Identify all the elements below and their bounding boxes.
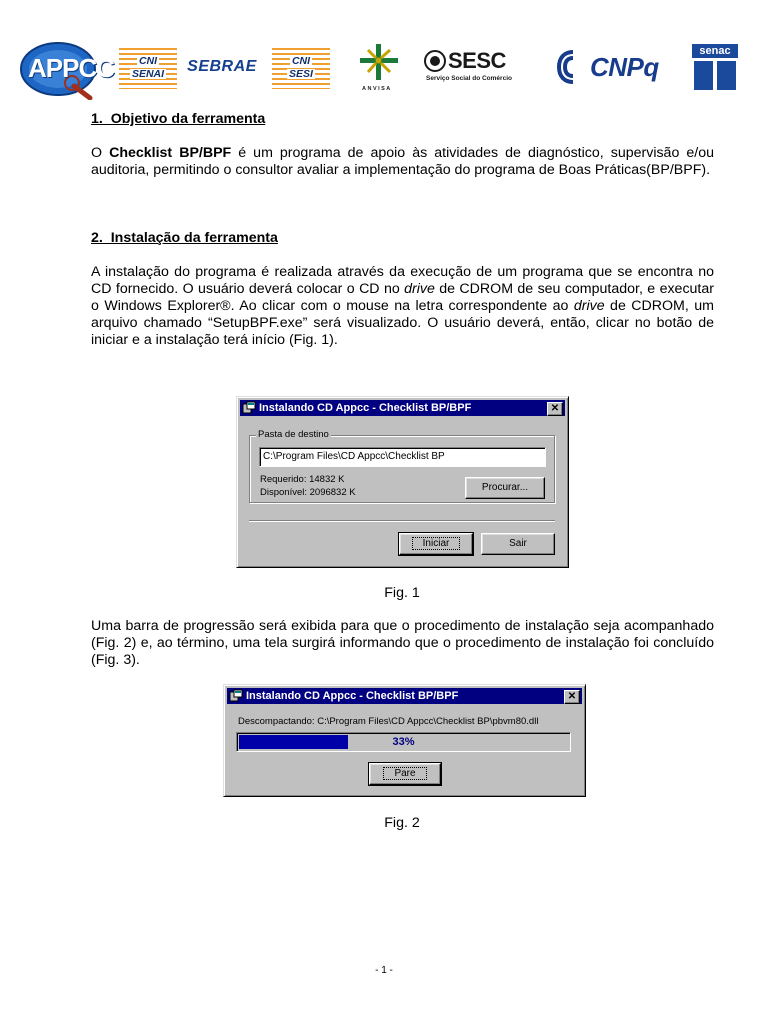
section2-italic-drive2: drive bbox=[573, 298, 605, 314]
available-space-text: Disponível: 2096832 K bbox=[260, 487, 356, 498]
appcc-logo bbox=[18, 38, 115, 100]
stop-button-label: Pare bbox=[383, 767, 426, 780]
senac-block-right bbox=[717, 61, 736, 90]
sebrae-logo bbox=[186, 42, 258, 92]
cnpq-emblem-icon bbox=[556, 50, 590, 84]
anvisa-logo-text: ANVISA bbox=[362, 86, 392, 92]
destination-folder-label: Pasta de destino bbox=[258, 429, 329, 440]
cni-sesi-line1: CNI bbox=[291, 54, 311, 67]
figure1-caption: Fig. 1 bbox=[384, 585, 420, 601]
section2-text-b: de CDROM de seu computador, e executar o Windows Explorer®. Ao clicar com o mouse na letra correspondente ao bbox=[91, 281, 714, 314]
install-dialog bbox=[236, 396, 569, 568]
stop-button[interactable] bbox=[369, 763, 441, 785]
progress-percent-label: 33% bbox=[392, 736, 415, 748]
install-progress-bar bbox=[236, 732, 571, 752]
start-button-label: Iniciar bbox=[412, 537, 461, 550]
setup-app-icon bbox=[242, 401, 256, 415]
page-number: - 1 - bbox=[375, 965, 393, 976]
section2-heading: 2. Instalação da ferramenta bbox=[91, 230, 278, 246]
cni-senai-logo bbox=[119, 45, 177, 89]
close-icon[interactable]: ✕ bbox=[547, 402, 563, 416]
required-space-text: Requerido: 14832 K bbox=[260, 474, 345, 485]
progress-dialog-titlebar[interactable] bbox=[227, 688, 582, 704]
section2-text-a: A instalação do programa é realizada através da execução de um programa que se encontra no CD fornecido. O usuário deverá colocar o CD no bbox=[91, 264, 714, 297]
install-dialog-titlebar[interactable] bbox=[240, 400, 565, 416]
sebrae-logo-text: SEBRAE bbox=[187, 58, 257, 75]
progress-dialog-title: Instalando CD Appcc - Checklist BP/BPF bbox=[246, 690, 459, 702]
anvisa-logo bbox=[350, 40, 410, 96]
browse-button[interactable]: Procurar... bbox=[465, 477, 545, 499]
section1-paragraph bbox=[91, 145, 714, 179]
senac-block-left bbox=[694, 61, 713, 90]
anvisa-emblem-icon bbox=[350, 40, 410, 84]
cni-sesi-logo bbox=[272, 45, 330, 89]
extracting-status-text: Descompactando: C:\Program Files\CD Appcc\Checklist BP\pbvm80.dll bbox=[238, 716, 539, 727]
progress-paragraph: Uma barra de progressão será exibida para que o procedimento de instalação seja acompanhado (Fig. 2) e, ao término, uma tela surgirá informando que o procedimento de instalação foi concluído (Fig. 3). bbox=[91, 618, 714, 668]
cni-sesi-line2: SESI bbox=[289, 67, 313, 80]
sesc-logo bbox=[424, 48, 548, 86]
dialog-separator bbox=[249, 520, 555, 522]
section1-heading: 1. Objetivo da ferramenta bbox=[91, 111, 266, 127]
setup-app-icon bbox=[229, 689, 243, 703]
exit-button[interactable]: Sair bbox=[481, 533, 555, 555]
sesc-emblem-icon bbox=[424, 50, 446, 72]
figure2-caption: Fig. 2 bbox=[384, 815, 420, 831]
section2-text-c: de CDROM, um arquivo chamado “SetupBPF.exe” será visualizado. O usuário deverá, então, clicar no botão de iniciar e a instalação terá início (Fig. 1). bbox=[91, 298, 714, 348]
install-dialog-title: Instalando CD Appcc - Checklist BP/BPF bbox=[259, 402, 472, 414]
start-button[interactable] bbox=[399, 533, 473, 555]
appcc-logo-text: APPCC bbox=[28, 53, 115, 83]
close-icon[interactable]: ✕ bbox=[564, 690, 580, 704]
progress-dialog bbox=[223, 684, 586, 797]
cnpq-logo bbox=[556, 48, 680, 88]
destination-folder-group bbox=[249, 429, 555, 503]
senac-logo bbox=[692, 44, 738, 92]
destination-path-input[interactable]: C:\Program Files\CD Appcc\Checklist BP bbox=[259, 447, 546, 467]
cnpq-logo-text: CNPq bbox=[590, 52, 659, 82]
section1-product-name: Checklist BP/BPF bbox=[109, 145, 232, 161]
sesc-logo-text: SESC bbox=[448, 48, 506, 73]
section1-text-rest: é um programa de apoio às atividades de diagnóstico, supervisão e/ou auditoria, permitindo o consultor avaliar a implementação do programa de Boas Práticas(BP/BPF). bbox=[91, 145, 714, 178]
section2-paragraph bbox=[91, 264, 714, 349]
cni-senai-line1: CNI bbox=[138, 54, 158, 67]
sesc-logo-subtitle: Serviço Social do Comércio bbox=[426, 75, 512, 82]
senac-logo-text: senac bbox=[692, 44, 738, 58]
cni-senai-line2: SENAI bbox=[131, 67, 165, 80]
section1-text-start: O bbox=[91, 145, 110, 161]
section2-italic-drive1: drive bbox=[404, 281, 435, 297]
